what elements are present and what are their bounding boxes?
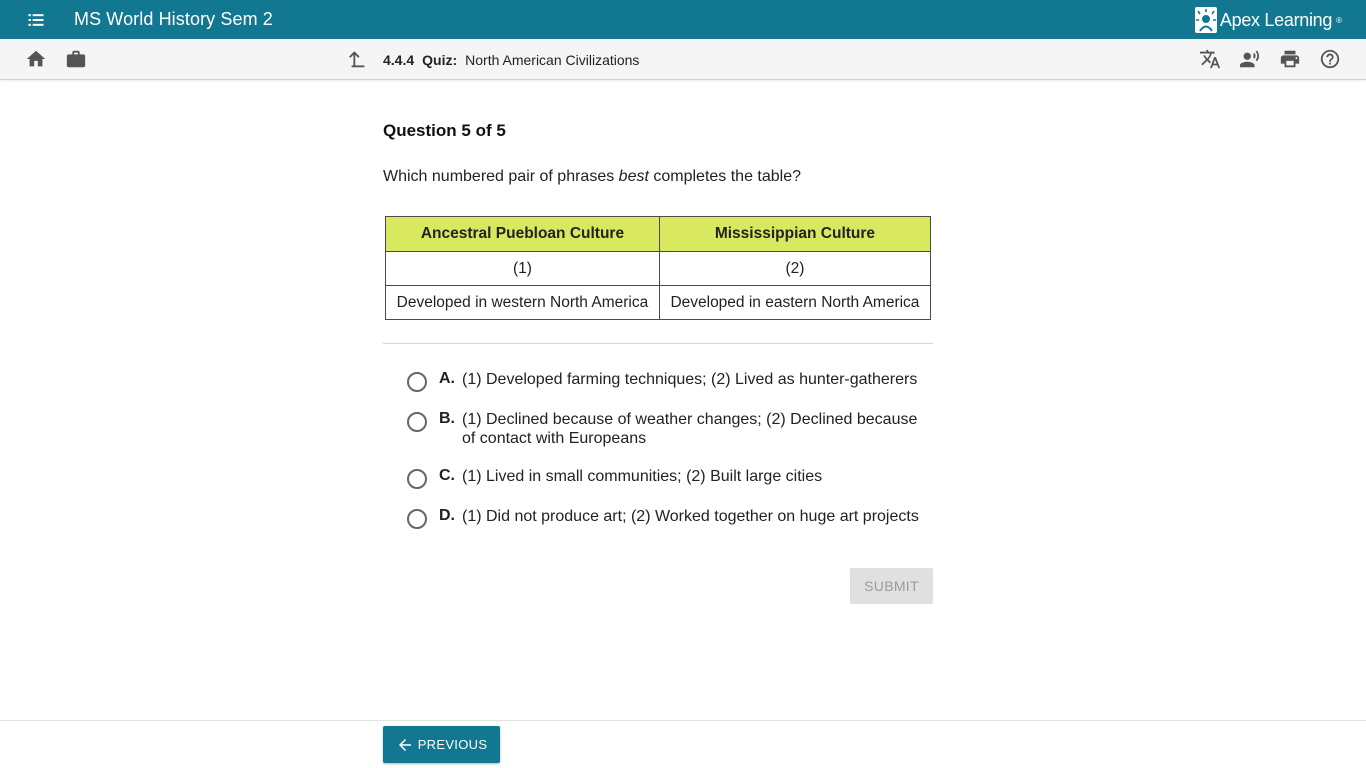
activity-name: North American Civilizations bbox=[465, 52, 640, 68]
radio-button[interactable] bbox=[407, 509, 427, 529]
answer-letter: A. bbox=[439, 370, 455, 387]
apex-logo-icon bbox=[1195, 7, 1217, 33]
radio-button[interactable] bbox=[407, 412, 427, 432]
arrow-left-icon bbox=[396, 736, 414, 754]
toolbar bbox=[0, 39, 1366, 80]
answer-letter: C. bbox=[439, 467, 455, 484]
brand-logo bbox=[1195, 7, 1342, 33]
help-icon bbox=[1319, 48, 1341, 70]
answer-text: (1) Declined because of weather changes; (2) Declined because of contact with Europeans bbox=[462, 411, 918, 447]
answer-option-d[interactable] bbox=[407, 507, 934, 529]
briefcase-icon bbox=[65, 48, 87, 70]
prompt-text-start: Which numbered pair of phrases bbox=[383, 168, 619, 185]
radio-button[interactable] bbox=[407, 372, 427, 392]
submit-button[interactable]: SUBMIT bbox=[850, 568, 933, 604]
breadcrumb bbox=[383, 52, 639, 68]
comparison-table bbox=[385, 216, 931, 320]
translate-icon bbox=[1199, 48, 1221, 70]
answer-option-c[interactable] bbox=[407, 467, 934, 489]
text-to-speech-icon bbox=[1239, 48, 1261, 70]
up-arrow-icon bbox=[347, 48, 369, 70]
answer-option-b[interactable] bbox=[407, 410, 934, 448]
previous-label: PREVIOUS bbox=[417, 737, 488, 752]
list-menu-icon bbox=[26, 10, 46, 30]
question-prompt bbox=[383, 168, 801, 186]
answer-option-a[interactable] bbox=[407, 370, 934, 392]
menu-button[interactable] bbox=[0, 0, 72, 39]
app-bar bbox=[0, 0, 1366, 39]
answer-text: (1) Developed farming techniques; (2) Lived as hunter-gatherers bbox=[462, 371, 918, 388]
answer-text: (1) Did not produce art; (2) Worked together on huge art projects bbox=[462, 508, 919, 525]
translate-button[interactable] bbox=[1199, 48, 1221, 70]
activity-type: Quiz: bbox=[422, 52, 458, 68]
table-cell: (1) bbox=[386, 252, 660, 286]
table-cell: Developed in western North America bbox=[386, 286, 660, 320]
table-row bbox=[386, 286, 931, 320]
help-button[interactable] bbox=[1319, 48, 1341, 70]
answer-letter: D. bbox=[439, 507, 455, 524]
course-title: MS World History Sem 2 bbox=[74, 9, 273, 29]
bottom-nav bbox=[0, 720, 1366, 768]
table-cell: Developed in eastern North America bbox=[659, 286, 930, 320]
print-icon bbox=[1279, 48, 1301, 70]
table-row bbox=[386, 252, 931, 286]
question-heading: Question 5 of 5 bbox=[383, 121, 506, 140]
activity-number: 4.4.4 bbox=[383, 52, 415, 68]
read-aloud-button[interactable] bbox=[1239, 48, 1261, 70]
brand-name: Apex Learning bbox=[1219, 9, 1333, 30]
table-header: Ancestral Puebloan Culture bbox=[386, 217, 660, 252]
divider bbox=[383, 343, 933, 344]
registered-mark: ® bbox=[1336, 15, 1342, 25]
prompt-emphasis: best bbox=[618, 168, 649, 185]
table-cell: (2) bbox=[659, 252, 930, 286]
radio-button[interactable] bbox=[407, 469, 427, 489]
up-level-button[interactable] bbox=[347, 48, 369, 70]
briefcase-button[interactable] bbox=[65, 48, 87, 70]
prompt-text-end: completes the table? bbox=[648, 168, 802, 185]
answer-letter: B. bbox=[439, 410, 455, 427]
home-button[interactable] bbox=[25, 48, 47, 70]
print-button[interactable] bbox=[1279, 48, 1301, 70]
answer-text: (1) Lived in small communities; (2) Built large cities bbox=[462, 468, 823, 485]
previous-button[interactable] bbox=[383, 726, 500, 763]
table-header: Mississippian Culture bbox=[659, 217, 930, 252]
home-icon bbox=[25, 48, 47, 70]
